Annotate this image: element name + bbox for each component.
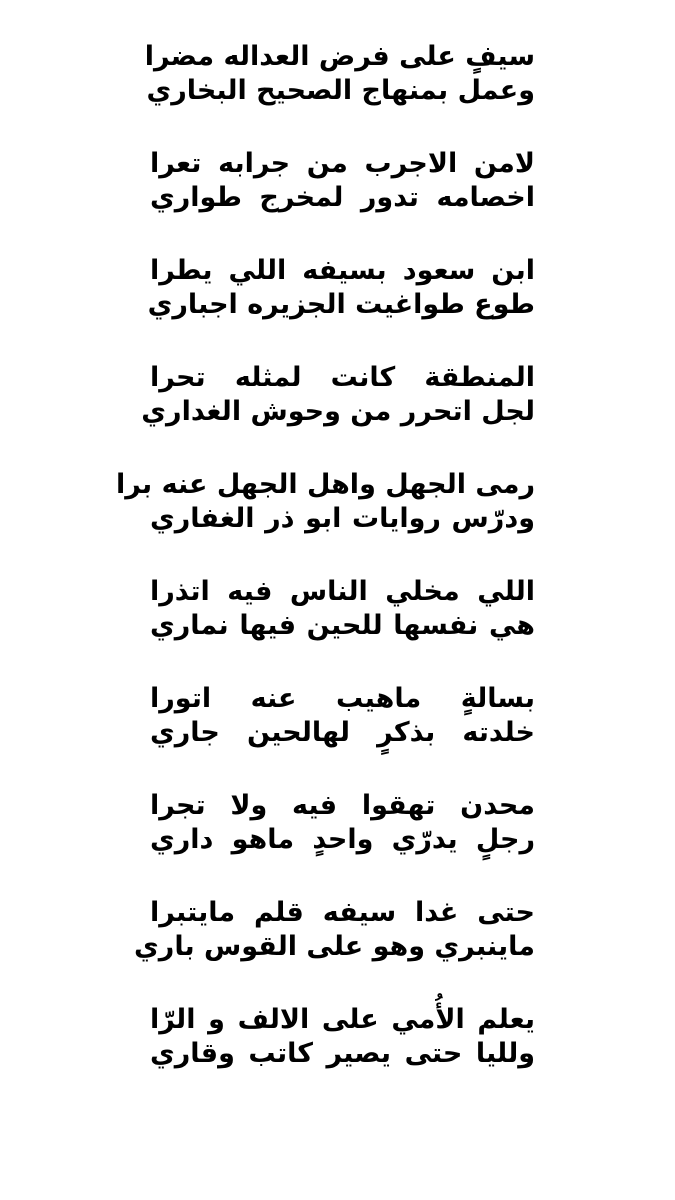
stanza xyxy=(150,147,535,254)
stanza xyxy=(144,40,535,147)
stanza xyxy=(150,575,535,682)
stanza xyxy=(134,896,535,1003)
verse-line: رجلٍ يدرّي واحدٍ ماهو داري xyxy=(150,824,535,855)
verse-line: ابن سعود بسيفه اللي يطرا xyxy=(150,255,535,286)
stanza xyxy=(150,789,535,896)
stanza xyxy=(150,682,535,789)
verse-line: وعمل بمنهاج الصحيح البخاري xyxy=(146,75,535,106)
verse-line: ودرّس روايات ابو ذر الغفاري xyxy=(150,503,535,534)
verse-line: يعلم الأُمي على الالف و الرّا xyxy=(150,1004,535,1035)
verse-line: طوع طواغيت الجزيره اجباري xyxy=(147,289,535,320)
stanza xyxy=(150,1003,535,1071)
verse-line: حتى غدا سيفه قلم مايتبرا xyxy=(150,897,535,928)
verse-line: سيفٍ على فرض العداله مضرا xyxy=(144,41,535,72)
verse-line: اللي مخلي الناس فيه اتذرا xyxy=(150,576,535,607)
verse-line: اخصامه تدور لمخرج طواري xyxy=(150,182,535,213)
verse-line: محدن تهقوا فيه ولا تجرا xyxy=(150,790,535,821)
verse-line: هي نفسها للحين فيها نماري xyxy=(150,610,535,641)
verse-line: ولليا حتى يصير كاتب وقاري xyxy=(150,1038,535,1069)
poem xyxy=(115,40,535,1071)
verse-line: رمى الجهل واهل الجهل عنه برا xyxy=(115,469,535,500)
stanza xyxy=(147,254,535,361)
verse-line: خلدته بذكرٍ لهالحين جاري xyxy=(150,717,535,748)
stanza xyxy=(115,468,535,575)
verse-line: لامن الاجرب من جرابه تعرا xyxy=(150,148,535,179)
verse-line: ماينبري وهو على القوس باري xyxy=(134,931,535,962)
verse-line: بسالةٍ ماهيب عنه اتورا xyxy=(150,683,535,714)
stanza xyxy=(141,361,535,468)
verse-line: المنطقة كانت لمثله تحرا xyxy=(150,362,535,393)
verse-line: لجل اتحرر من وحوش الغداري xyxy=(141,396,535,427)
